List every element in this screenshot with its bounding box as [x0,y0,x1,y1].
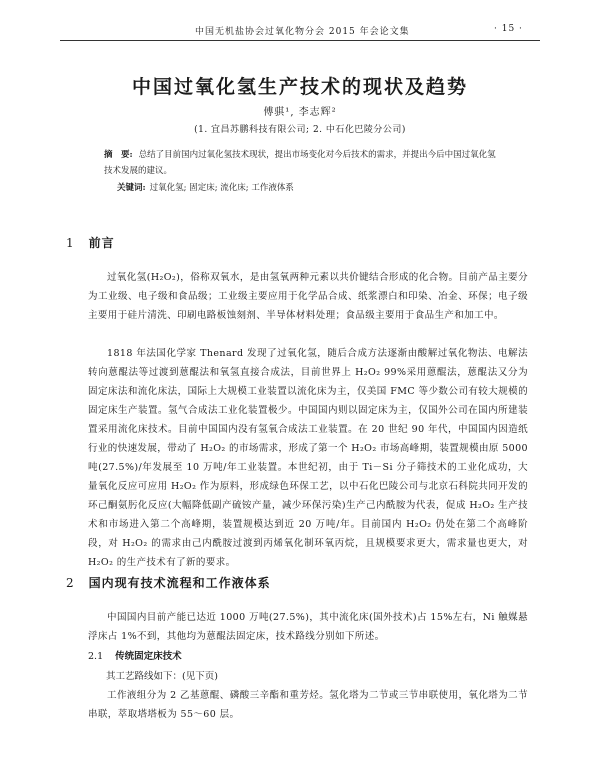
subsection-number: 2.1 [88,651,104,662]
running-header [0,24,600,38]
keywords [117,181,517,193]
author-affiliations: (1. 宜昌苏鹏科技有限公司; 2. 中石化巴陵分公司) [194,125,406,135]
paragraph-capacity: 中国国内目前产能已达近 1000 万吨(27.5%)，其中流化床(国外技术)占 15%左右，Ni 触媒悬浮床占 1%不到，其他均为蒽醌法固定床，技术路线分别如下所述。 [88,612,528,642]
section-title: 国内现有技术流程和工作液体系 [88,576,271,590]
section-heading-2 [66,574,271,591]
article-authors: 傅骐¹, 李志辉² [263,107,337,118]
abstract-label: 摘 要: [104,150,133,160]
paragraph-history: 1818 年法国化学家 Thenard 发现了过氧化氢，随后合成方法逐渐由酸解过氧化物法、电解法转向蒽醌法等过渡到蒽醌法和氧氢直接合成法，目前世界上 H₂O₂ 99%采用蒽醌法，蒽醌法又分为固定床法和流化床法，国际上大规模工业装置以流化床为主，仅美国 FMC 等少数公司有较大规模的固定床生产装置。氢气合成法工业化装置极少。中国国内则以固定床为主，仅国外公司在国内所建装置采用流化床技术。目前中国国内没有氢氧合成法工业装置。在 20 世纪 90 年代，中国国内因造纸行业的快速发展，带动了 H₂O₂ 的市场需求，形成了第一个 H₂O₂ 市场高峰期，装置规模由原 5000 吨(27.5%)/年发展至 10 万吨/年工业装置。本世纪初，由于 Ti－Si 分子筛技术的工业化成功，大量氧化反应可应用 H₂O₂ 作为原料，形成绿色环保工艺，以中石化巴陵公司与北京石科院共同开发的环己酮氨肟化反应(大幅降低副产硫铵产量，减少环保污染)生产己内酰胺为代表，促成 H₂O₂ 生产技术和市场进入第二个高峰期，装置规模达到近 20 万吨/年。目前国内 H₂O₂ 仍处在第二个高峰阶段，对 H₂O₂ 的需求由己内酰胺过渡到丙烯氧化制环氧丙烷，且规模要求更大，需求量也更大，对 H₂O₂ 的生产技术有了新的要求。 [88,348,528,568]
section-number: 2 [66,576,75,590]
article-title: 中国过氧化氢生产技术的现状及趋势 [131,76,468,98]
page-number: · 15 · [494,24,523,34]
paragraph-intro: 过氧化氢(H₂O₂)，俗称双氧水，是由氢氧两种元素以共价键结合形成的化合物。目前产品主要分为工业级、电子级和食品级；工业级主要应用于化学品合成、纸浆漂白和印染、冶金、环保；电子级主要用于硅片清洗、印刷电路板蚀刻剂、半导体材料处理；食品级主要用于食品生产和加工中。 [88,272,528,321]
header-rule [60,40,540,41]
subsection-heading-2-1 [88,648,182,662]
process-route-line: 其工艺路线如下：(见下页) [106,671,218,682]
paragraph-working-fluid: 工作液组分为 2 乙基蒽醌、磷酸三辛酯和重芳烃。氢化塔为二节或三节串联使用，氧化塔为二节串联，萃取塔塔板为 55～60 层。 [88,690,528,720]
keywords-label: 关键词: [117,183,146,193]
subsection-title: 传统固定床技术 [115,651,182,662]
section-title: 前言 [88,236,115,250]
abstract-text: 总结了目前国内过氧化氢技术现状，提出市场变化对今后技术的需求，并提出今后中国过氧化氢技术发展的建议。 [104,150,496,176]
abstract [104,147,504,179]
section-number: 1 [66,236,75,250]
running-title: 中国无机盐协会过氧化物分会 2015 年会论文集 [195,27,410,37]
section-heading-1 [66,234,115,251]
keywords-text: 过氧化氢; 固定床; 流化床; 工作液体系 [149,183,294,193]
